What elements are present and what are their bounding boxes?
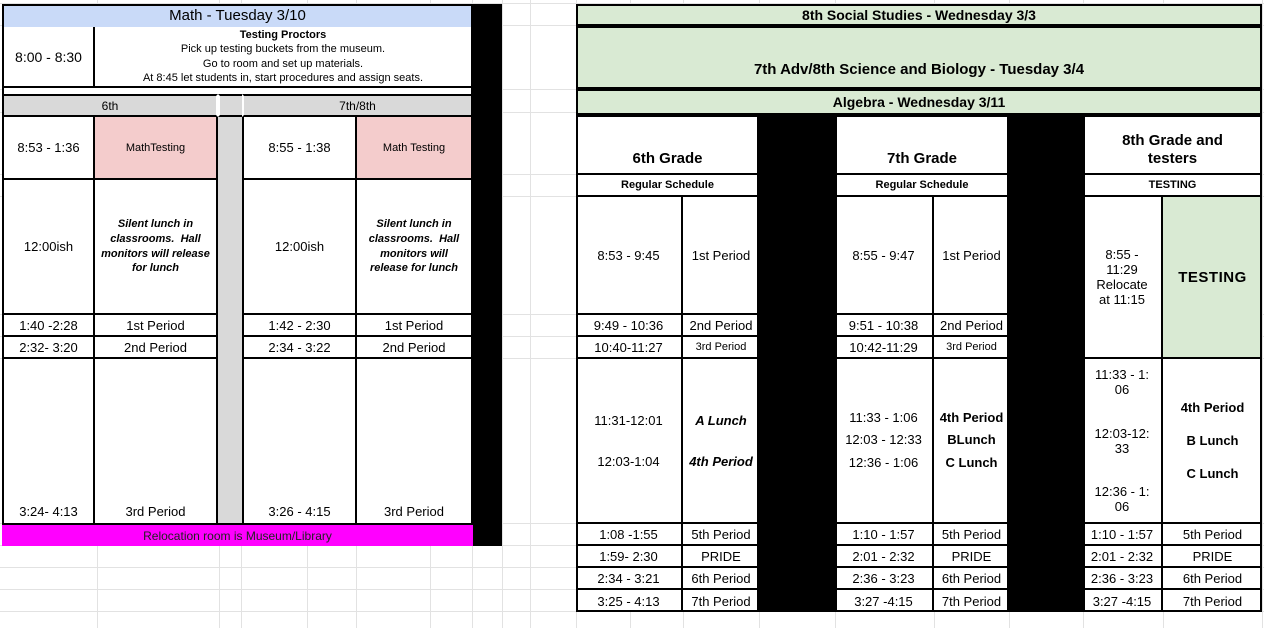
group-header-divider (218, 94, 242, 117)
proctor-line-2: Go to room and set up materials. (202, 57, 364, 70)
sec6-lunch-label-1: A Lunch (695, 412, 747, 428)
sec8-lunch-times (1083, 359, 1163, 524)
sec6-p7-time: 3:25 - 4:13 (576, 590, 683, 612)
sec7-p7-label: 7th Period (934, 590, 1009, 612)
black-divider-bar-1 (759, 115, 835, 612)
sec8-lunch-time-3: 12:36 - 1:06 (1094, 484, 1150, 514)
proctor-instructions-cell (95, 27, 473, 88)
black-divider-bar-2 (1009, 115, 1083, 612)
left-table-title: Math - Tuesday 3/10 (2, 4, 473, 27)
l78-p1-label: 1st Period (357, 315, 473, 337)
banner-algebra: Algebra - Wednesday 3/11 (576, 89, 1262, 115)
l78-p1-time: 1:42 - 2:30 (242, 315, 357, 337)
sec8-p7-label: 7th Period (1163, 590, 1262, 612)
sec8-p7-time: 3:27 -4:15 (1083, 590, 1163, 612)
l78-p2-label: 2nd Period (357, 337, 473, 359)
l6-p2-time: 2:32- 3:20 (2, 337, 95, 359)
banner-social-studies: 8th Social Studies - Wednesday 3/3 (576, 4, 1262, 26)
sec8-lunch-label-1: 4th Period (1180, 400, 1245, 415)
sec7-pride-label: PRIDE (934, 546, 1009, 568)
sec8-testing-time (1083, 197, 1163, 359)
sec8-lunch-labels (1163, 359, 1262, 524)
sec8-p5-time: 1:10 - 1:57 (1083, 524, 1163, 546)
sec8-lunch-label-2: B Lunch (1186, 433, 1239, 448)
l6-p1-label: 1st Period (95, 315, 218, 337)
l78-p2-time: 2:34 - 3:22 (242, 337, 357, 359)
group-header-7th8th: 7th/8th (242, 94, 473, 117)
l6-p2-label: 2nd Period (95, 337, 218, 359)
sec8-lunch-label-3: C Lunch (1186, 466, 1239, 481)
l6-lunch-time: 12:00ish (2, 180, 95, 315)
sec6-subtitle: Regular Schedule (576, 175, 759, 197)
sec7-p6-label: 6th Period (934, 568, 1009, 590)
proctor-title: Testing Proctors (239, 28, 327, 41)
sec7-p2-time: 9:51 - 10:38 (835, 315, 934, 337)
sec6-title: 6th Grade (576, 115, 759, 175)
sec7-lunch-label-2: BLunch (947, 432, 996, 448)
sec7-lunch-labels (934, 359, 1009, 524)
black-divider-bar-center (473, 4, 502, 546)
sec7-lunch-label-3: C Lunch (945, 454, 998, 470)
l78-lunch-note: Silent lunch in classrooms. Hall monitors will release for lunch (357, 180, 473, 315)
sec7-pride-time: 2:01 - 2:32 (835, 546, 934, 568)
sec7-p3-time: 10:42-11:29 (835, 337, 934, 359)
sec8-pride-label: PRIDE (1163, 546, 1262, 568)
sec7-lunch-times (835, 359, 934, 524)
sec8-lunch-time-2: 12:03-12:33 (1094, 425, 1150, 456)
sec7-p7-time: 3:27 -4:15 (835, 590, 934, 612)
l6-testing-time: 8:53 - 1:36 (2, 117, 95, 180)
l6-lunch-note: Silent lunch in classrooms. Hall monitors will release for lunch (95, 180, 218, 315)
sec7-p5-label: 5th Period (934, 524, 1009, 546)
l78-testing-label: Math Testing (357, 117, 473, 180)
sec8-testing-label: TESTING (1163, 197, 1262, 359)
sec7-p3-label: 3rd Period (934, 337, 1009, 359)
l78-p3-label: 3rd Period (357, 359, 473, 525)
sec6-p6-time: 2:34 - 3:21 (576, 568, 683, 590)
relocation-banner: Relocation room is Museum/Library (2, 525, 473, 546)
section-7th-grade (835, 115, 1009, 612)
sec6-lunch-times (576, 359, 683, 524)
l78-p3-time: 3:26 - 4:15 (242, 359, 357, 525)
sec6-p5-time: 1:08 -1:55 (576, 524, 683, 546)
sec8-title-text: 8th Grade and testers (1122, 132, 1223, 167)
sec7-p2-label: 2nd Period (934, 315, 1009, 337)
sec7-lunch-time-1: 11:33 - 1:06 (849, 410, 918, 426)
l78-testing-time: 8:55 - 1:38 (242, 117, 357, 180)
sec6-pride-time: 1:59- 2:30 (576, 546, 683, 568)
section-8th-grade (1083, 115, 1262, 612)
proctor-time-cell: 8:00 - 8:30 (2, 27, 95, 88)
banner-science-biology: 7th Adv/8th Science and Biology - Tuesday 3/4 (576, 26, 1262, 89)
sec6-p2-time: 9:49 - 10:36 (576, 315, 683, 337)
sec8-subtitle: TESTING (1083, 175, 1262, 197)
sec8-testing-time-text: 8:55 - 11:29 Relocate at 11:15 (1096, 247, 1148, 307)
sec7-title: 7th Grade (835, 115, 1009, 175)
sec7-p1-time: 8:55 - 9:47 (835, 197, 934, 315)
l6-p3-label: 3rd Period (95, 359, 218, 525)
sec6-p2-label: 2nd Period (683, 315, 759, 337)
sec6-p1-time: 8:53 - 9:45 (576, 197, 683, 315)
sec7-p5-time: 1:10 - 1:57 (835, 524, 934, 546)
sec8-p5-label: 5th Period (1163, 524, 1262, 546)
sec6-lunch-label-2: 4th Period (689, 453, 753, 469)
l6-p1-time: 1:40 -2:28 (2, 315, 95, 337)
sec6-p5-label: 5th Period (683, 524, 759, 546)
sec7-lunch-label-1: 4th Period (939, 410, 1004, 426)
sec6-p6-label: 6th Period (683, 568, 759, 590)
sec7-p6-time: 2:36 - 3:23 (835, 568, 934, 590)
sec6-p7-label: 7th Period (683, 590, 759, 612)
section-6th-grade (576, 115, 759, 612)
sec7-p1-label: 1st Period (934, 197, 1009, 315)
l78-lunch-time: 12:00ish (242, 180, 357, 315)
sec6-p3-label: 3rd Period (683, 337, 759, 359)
sec8-p6-label: 6th Period (1163, 568, 1262, 590)
proctor-line-1: Pick up testing buckets from the museum. (180, 43, 386, 56)
group-header-6th: 6th (2, 94, 218, 117)
proctor-line-3: At 8:45 let students in, start procedures and assign seats. (142, 71, 424, 84)
sec8-title (1083, 115, 1262, 175)
sec7-lunch-time-3: 12:36 - 1:06 (848, 454, 919, 470)
testing-week-schedule-table (576, 4, 1262, 612)
l6-p3-time: 3:24- 4:13 (2, 359, 95, 525)
math-testing-schedule-table (2, 4, 473, 546)
sec6-lunch-labels (683, 359, 759, 524)
gray-divider-column (218, 117, 242, 525)
sec6-p1-label: 1st Period (683, 197, 759, 315)
sec7-lunch-time-2: 12:03 - 12:33 (845, 432, 922, 448)
sec6-p3-time: 10:40-11:27 (576, 337, 683, 359)
sec8-pride-time: 2:01 - 2:32 (1083, 546, 1163, 568)
sec6-lunch-time-1: 11:31-12:01 (594, 412, 663, 428)
sec6-pride-label: PRIDE (683, 546, 759, 568)
sec8-p6-time: 2:36 - 3:23 (1083, 568, 1163, 590)
sec8-lunch-time-1: 11:33 - 1:06 (1095, 367, 1149, 397)
l6-testing-label: MathTesting (95, 117, 218, 180)
sec6-lunch-time-2: 12:03-1:04 (597, 453, 660, 469)
sec7-subtitle: Regular Schedule (835, 175, 1009, 197)
